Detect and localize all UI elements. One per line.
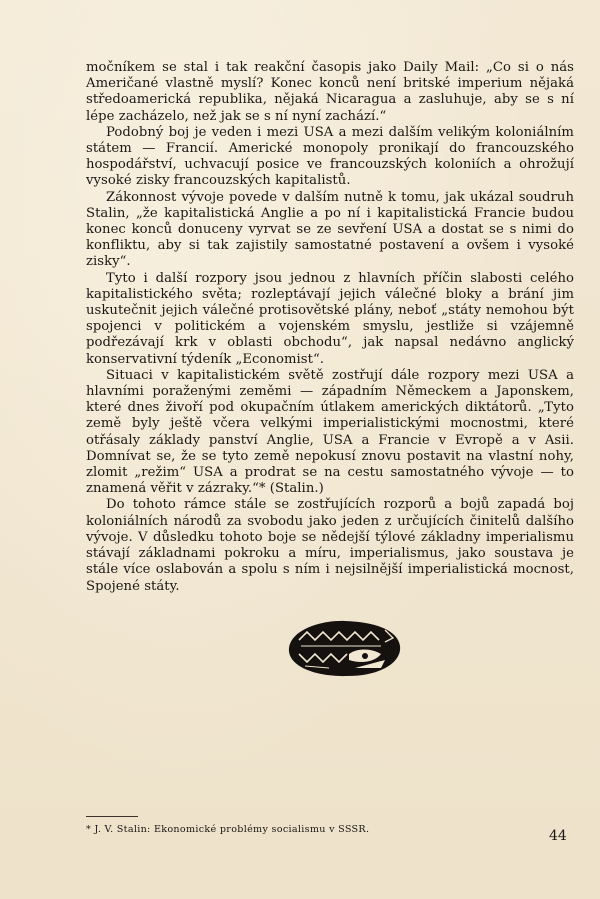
paragraph-5: Situaci v kapitalistickém světě zostřují dále rozpory mezi USA a hlavními poraženými zeměmi — západním Německem a Japonskem, které dnes živoří pod okupačním útlakem amerických diktátorů. „Tyto země byly ještě včera velkými imperialistickými mocnostmi, které otřásaly základy panství Anglie, USA a Francie v Evropě a v Asii. Domnívat se, že se tyto země nepokusí znovu postavit na vlastní nohy, zlomit „režim“ USA a prodrat se na cestu samostatného vývoje — to znamená věřit v zázraky.“* (Stalin.) xyxy=(86,367,574,497)
paragraph-4: Tyto i další rozpory jsou jednou z hlavních příčin slabosti celého kapitalistického světa; rozleptávají jejich válečné bloky a brání jim uskutečnit jejich válečné protisovětské plány, neboť „státy nemohou být spojenci v politickém a vojenském smyslu, jestliže si vzájemně podřezávají krk v oblasti obchodu“, jak napsal nedávno anglický konservativní týdeník „Economist“. xyxy=(86,270,574,367)
footnote-rule xyxy=(86,816,138,817)
page-number: 44 xyxy=(549,828,567,844)
paragraph-3: Zákonnost vývoje povede v dalším nutně k tomu, jak ukázal soudruh Stalin, „že kapitalistická Anglie a po ní i kapitalistická Francie budou konec konců donuceny vyrvat se ze sevření USA a dostat se s nimi do konfliktu, aby si tak zajistily samostatné postavení a ovšem i vysoké zisky“. xyxy=(86,189,574,270)
paragraph-1: močníkem se stal i tak reakční časopis jako Daily Mail: „Co si o nás Američané vlastně myslí? Konec konců není britské imperium nějaká středoamerická republika, nějaká Nicaragua a zasluhuje, aby se s ní lépe zacházelo, než jak se s ní nyní zachází.“ xyxy=(86,60,574,124)
footnote: * J. V. Stalin: Ekonomické problémy socialismu v SSSR. xyxy=(86,824,370,835)
body-text xyxy=(86,60,574,595)
paragraph-6: Do tohoto rámce stále se zostřujících rozporů a bojů zapadá boj koloniálních národů za svobodu jako jeden z určujících činitelů dalšího vývoje. V důsledku tohoto boje se nědejší týlové základny imperialismu stávají základnami pokroku a míru, imperialismus, jako soustava je stále více oslabován a spolu s ním i nejsilnější imperialistická mocnost, Spojené státy. xyxy=(86,497,574,594)
woodcut-ornament xyxy=(285,616,403,680)
paragraph-2: Podobný boj je veden i mezi USA a mezi dalším velikým koloniálním státem — Francií. Americké monopoly pronikají do francouzského hospodářství, uchvacují posice ve francouzských koloniích a ohrožují vysoké zisky francouzských kapitalistů. xyxy=(86,124,574,189)
